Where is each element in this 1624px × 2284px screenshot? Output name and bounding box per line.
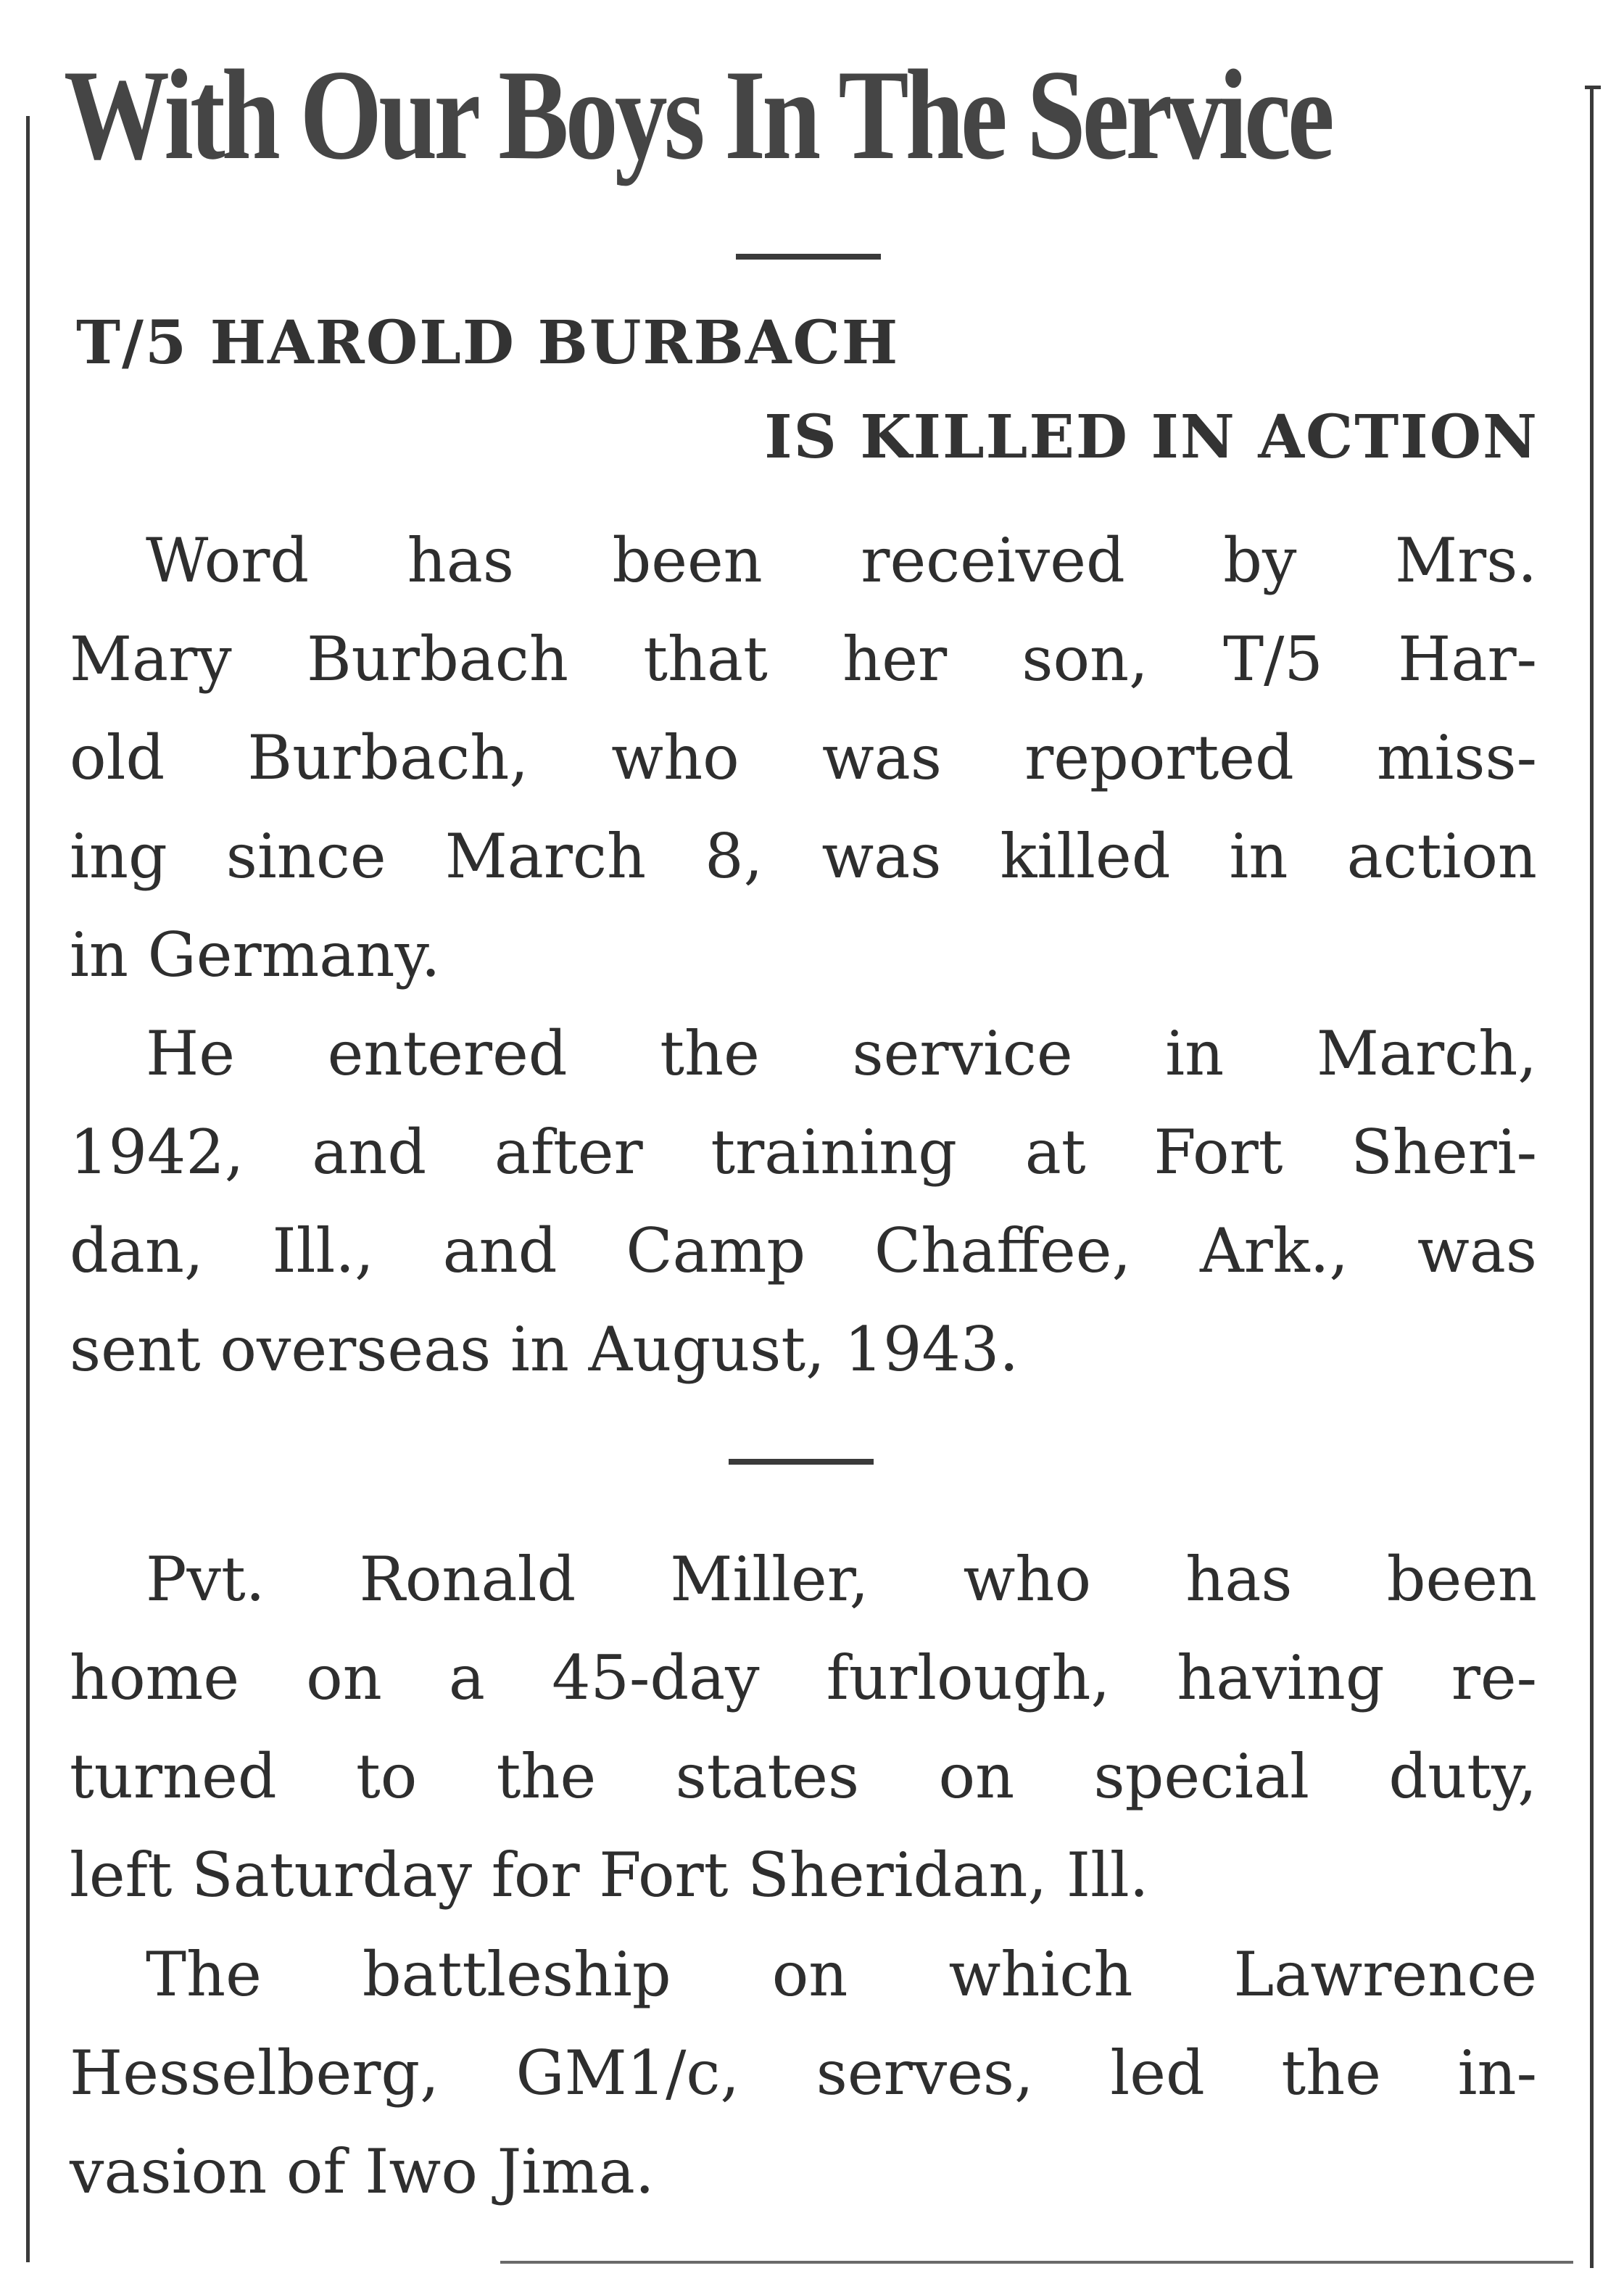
right-column-rule <box>1590 86 1594 2268</box>
text-line: 1942, and after training at Fort Sheri- <box>70 1117 1537 1188</box>
article2-paragraph-1 <box>70 1530 1537 1924</box>
text-line: ing since March 8, was killed in action <box>70 821 1537 892</box>
bottom-rule <box>500 2261 1573 2264</box>
article-divider <box>729 1459 874 1465</box>
text-line: dan, Ill., and Camp Chaffee, Ark., was <box>70 1215 1537 1286</box>
column-headline: With Our Boys In The Service <box>64 43 1331 186</box>
text-line: Pvt. Ronald Miller, who has been <box>146 1544 1537 1615</box>
text-line: left Saturday for Fort Sheridan, Ill. <box>70 1840 1149 1911</box>
text-line: He entered the service in March, <box>146 1018 1537 1089</box>
text-line: Word has been received by Mrs. <box>146 525 1537 596</box>
text-line: vasion of Iwo Jima. <box>70 2136 655 2207</box>
text-line: home on a 45-day furlough, having re- <box>70 1642 1537 1713</box>
text-line: in Germany. <box>70 919 441 990</box>
article1-paragraph-1 <box>70 511 1537 1004</box>
article1-paragraph-2 <box>70 1004 1537 1399</box>
headline-divider <box>736 254 881 260</box>
text-line: Hesselberg, GM1/c, serves, led the in- <box>70 2037 1537 2109</box>
article-title-line-2: IS KILLED IN ACTION <box>764 402 1538 472</box>
text-line: Mary Burbach that her son, T/5 Har- <box>70 624 1537 695</box>
article2-paragraph-2 <box>70 1925 1537 2221</box>
text-line: sent overseas in August, 1943. <box>70 1314 1019 1385</box>
left-column-rule <box>26 116 30 2262</box>
text-line: turned to the states on special duty, <box>70 1741 1537 1812</box>
text-line: The battleship on which Lawrence <box>146 1939 1537 2010</box>
article-title-line-1: T/5 HAROLD BURBACH <box>76 308 900 378</box>
text-line: old Burbach, who was reported miss- <box>70 722 1537 793</box>
right-rule-cap <box>1585 86 1601 89</box>
